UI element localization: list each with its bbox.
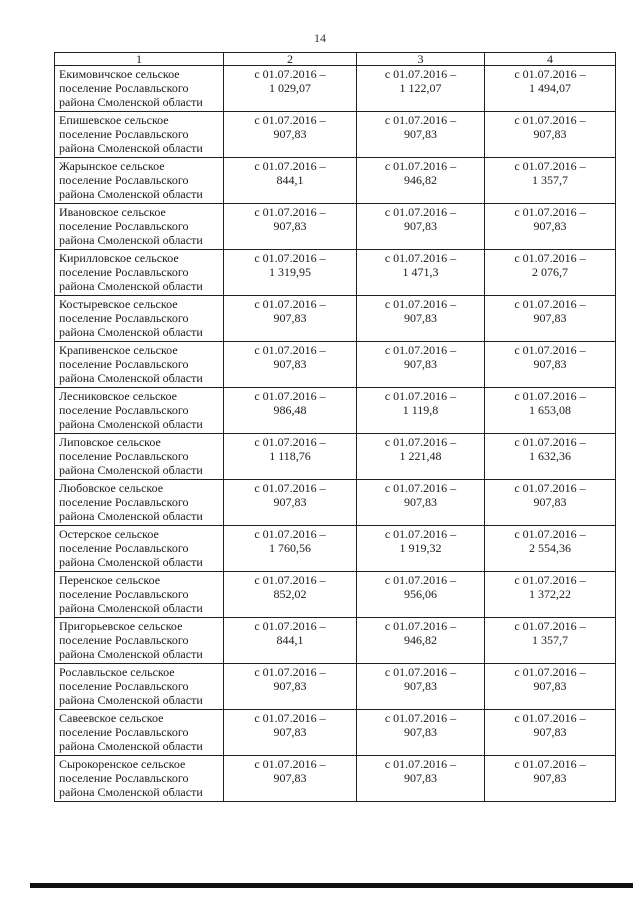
settlement-name-line: поселение Рославльского [59, 633, 189, 647]
tariff-period: с 01.07.2016 – [384, 205, 457, 219]
tariff-period: с 01.07.2016 – [384, 67, 457, 81]
tariff-period: с 01.07.2016 – [514, 113, 586, 127]
settlement-name-line: поселение Рославльского [59, 127, 189, 141]
settlement-name-cell [55, 112, 224, 158]
tariff-amount: 2 076,7 [532, 265, 568, 279]
settlement-name-line: района Смоленской области [59, 601, 203, 615]
tariff-amount: 1 221,48 [399, 449, 442, 463]
tariff-period: с 01.07.2016 – [514, 297, 586, 311]
tariff-period: с 01.07.2016 – [384, 389, 457, 403]
settlement-name-line: района Смоленской области [59, 463, 203, 477]
settlement-name-line: Сырокоренское сельское [59, 757, 186, 771]
tariff-amount: 907,83 [533, 725, 567, 739]
settlement-name-line: района Смоленской области [59, 647, 203, 661]
tariff-amount: 907,83 [404, 127, 437, 141]
tariff-amount: 1 319,95 [269, 265, 311, 279]
tariff-amount: 844,1 [276, 633, 304, 647]
tariff-amount: 1 118,76 [269, 449, 311, 463]
tariff-amount: 907,83 [404, 357, 437, 371]
tariff-amount: 907,83 [273, 219, 307, 233]
column-header-1: 1 [55, 53, 224, 66]
settlement-name-line: поселение Рославльского [59, 265, 189, 279]
table-row [55, 250, 616, 296]
tariff-amount: 907,83 [404, 679, 437, 693]
tariff-amount: 1 632,36 [529, 449, 571, 463]
tariff-period: с 01.07.2016 – [514, 251, 586, 265]
tariff-amount: 907,83 [404, 311, 437, 325]
tariff-cell-col-3 [357, 526, 485, 572]
settlement-name-line: Лесниковское сельское [59, 389, 177, 403]
settlement-name-line: района Смоленской области [59, 325, 203, 339]
tariff-cell-col-2 [224, 618, 357, 664]
tariff-amount: 907,83 [533, 771, 567, 785]
table-row [55, 112, 616, 158]
tariff-amount: 907,83 [533, 357, 567, 371]
bottom-rule [30, 883, 633, 888]
settlement-name-cell [55, 158, 224, 204]
tariff-period: с 01.07.2016 – [384, 159, 457, 173]
settlement-name-cell [55, 572, 224, 618]
tariff-amount: 907,83 [533, 311, 567, 325]
tariff-amount: 907,83 [273, 679, 307, 693]
tariff-period: с 01.07.2016 – [514, 481, 586, 495]
tariff-amount: 907,83 [404, 771, 437, 785]
settlement-name-line: Рославльское сельское [59, 665, 175, 679]
tariff-cell-col-3 [357, 342, 485, 388]
settlement-name-line: Любовское сельское [59, 481, 164, 495]
tariff-amount: 907,83 [273, 127, 307, 141]
tariff-cell-col-4 [485, 388, 616, 434]
tariff-amount: 852,02 [273, 587, 307, 601]
tariff-cell-col-2 [224, 296, 357, 342]
tariff-period: с 01.07.2016 – [514, 343, 586, 357]
table-row [55, 204, 616, 250]
settlement-name-line: поселение Рославльского [59, 725, 189, 739]
settlement-name-line: района Смоленской области [59, 417, 203, 431]
settlement-name-line: поселение Рославльского [59, 541, 189, 555]
settlement-name-line: района Смоленской области [59, 187, 203, 201]
tariff-period: с 01.07.2016 – [384, 343, 457, 357]
tariff-cell-col-4 [485, 434, 616, 480]
tariff-cell-col-4 [485, 756, 616, 802]
settlement-name-line: поселение Рославльского [59, 771, 189, 785]
table-row [55, 434, 616, 480]
tariff-cell-col-4 [485, 526, 616, 572]
tariff-amount: 1 357,7 [532, 173, 568, 187]
tariff-amount: 946,82 [404, 633, 437, 647]
settlement-name-line: района Смоленской области [59, 95, 203, 109]
settlement-name-line: Костыревское сельское [59, 297, 178, 311]
tariff-period: с 01.07.2016 – [384, 527, 457, 541]
tariff-cell-col-4 [485, 710, 616, 756]
tariff-amount: 907,83 [273, 311, 307, 325]
tariff-table [54, 52, 616, 802]
tariff-cell-col-4 [485, 572, 616, 618]
settlement-name-line: Савеевское сельское [59, 711, 164, 725]
tariff-period: с 01.07.2016 – [514, 205, 586, 219]
settlement-name-line: поселение Рославльского [59, 219, 189, 233]
tariff-period: с 01.07.2016 – [254, 573, 326, 587]
settlement-name-line: поселение Рославльского [59, 587, 189, 601]
settlement-name-cell [55, 756, 224, 802]
tariff-cell-col-4 [485, 250, 616, 296]
tariff-period: с 01.07.2016 – [254, 159, 326, 173]
settlement-name-line: Епишевское сельское [59, 113, 169, 127]
tariff-cell-col-2 [224, 710, 357, 756]
tariff-amount: 1 372,22 [529, 587, 571, 601]
tariff-cell-col-2 [224, 158, 357, 204]
tariff-period: с 01.07.2016 – [254, 297, 326, 311]
tariff-amount: 907,83 [404, 495, 437, 509]
table-row [55, 480, 616, 526]
tariff-cell-col-4 [485, 664, 616, 710]
tariff-period: с 01.07.2016 – [514, 619, 586, 633]
settlement-name-cell [55, 296, 224, 342]
tariff-cell-col-2 [224, 250, 357, 296]
tariff-amount: 844,1 [276, 173, 304, 187]
settlement-name-line: Крапивенское сельское [59, 343, 178, 357]
tariff-amount: 956,06 [404, 587, 437, 601]
settlement-name-line: Перенское сельское [59, 573, 161, 587]
table-row [55, 710, 616, 756]
settlement-name-line: Липовское сельское [59, 435, 161, 449]
tariff-cell-col-3 [357, 158, 485, 204]
tariff-period: с 01.07.2016 – [254, 527, 326, 541]
tariff-period: с 01.07.2016 – [384, 297, 457, 311]
tariff-amount: 907,83 [404, 725, 437, 739]
tariff-cell-col-2 [224, 66, 357, 112]
tariff-period: с 01.07.2016 – [514, 573, 586, 587]
settlement-name-cell [55, 342, 224, 388]
settlement-name-cell [55, 388, 224, 434]
tariff-period: с 01.07.2016 – [514, 435, 586, 449]
tariff-amount: 907,83 [404, 219, 437, 233]
tariff-period: с 01.07.2016 – [384, 711, 457, 725]
tariff-period: с 01.07.2016 – [254, 435, 326, 449]
settlement-name-line: поселение Рославльского [59, 449, 189, 463]
tariff-cell-col-3 [357, 480, 485, 526]
tariff-cell-col-3 [357, 204, 485, 250]
tariff-amount: 1 029,07 [269, 81, 311, 95]
tariff-amount: 907,83 [273, 357, 307, 371]
tariff-period: с 01.07.2016 – [254, 481, 326, 495]
tariff-amount: 1 357,7 [532, 633, 568, 647]
tariff-cell-col-3 [357, 434, 485, 480]
settlement-name-line: поселение Рославльского [59, 173, 189, 187]
tariff-cell-col-4 [485, 342, 616, 388]
tariff-cell-col-3 [357, 572, 485, 618]
tariff-cell-col-2 [224, 572, 357, 618]
tariff-period: с 01.07.2016 – [254, 665, 326, 679]
table-row [55, 664, 616, 710]
tariff-period: с 01.07.2016 – [384, 757, 457, 771]
tariff-amount: 1 122,07 [399, 81, 442, 95]
tariff-amount: 1 760,56 [269, 541, 311, 555]
tariff-period: с 01.07.2016 – [384, 573, 457, 587]
settlement-name-line: района Смоленской области [59, 371, 203, 385]
tariff-period: с 01.07.2016 – [514, 527, 586, 541]
tariff-period: с 01.07.2016 – [254, 711, 326, 725]
tariff-amount: 2 554,36 [529, 541, 571, 555]
settlement-name-cell [55, 710, 224, 756]
settlement-name-line: Жарынское сельское [59, 159, 165, 173]
table-row [55, 342, 616, 388]
settlement-name-line: поселение Рославльского [59, 311, 189, 325]
settlement-name-line: района Смоленской области [59, 555, 203, 569]
tariff-cell-col-2 [224, 480, 357, 526]
settlement-name-line: поселение Рославльского [59, 81, 189, 95]
settlement-name-line: Ивановское сельское [59, 205, 166, 219]
tariff-period: с 01.07.2016 – [514, 67, 586, 81]
settlement-name-cell [55, 526, 224, 572]
tariff-cell-col-3 [357, 296, 485, 342]
table-row [55, 296, 616, 342]
tariff-cell-col-4 [485, 66, 616, 112]
settlement-name-cell [55, 434, 224, 480]
settlement-name-line: района Смоленской области [59, 693, 203, 707]
column-header-4: 4 [485, 53, 616, 66]
tariff-period: с 01.07.2016 – [254, 619, 326, 633]
tariff-period: с 01.07.2016 – [254, 67, 326, 81]
tariff-cell-col-2 [224, 434, 357, 480]
tariff-period: с 01.07.2016 – [514, 389, 586, 403]
tariff-cell-col-3 [357, 66, 485, 112]
settlement-name-line: района Смоленской области [59, 279, 203, 293]
settlement-name-line: поселение Рославльского [59, 403, 189, 417]
settlement-name-cell [55, 204, 224, 250]
tariff-amount: 1 471,3 [402, 265, 439, 279]
tariff-period: с 01.07.2016 – [514, 757, 586, 771]
tariff-period: с 01.07.2016 – [384, 481, 457, 495]
settlement-name-line: района Смоленской области [59, 141, 203, 155]
page-number: 14 [314, 31, 326, 45]
tariff-period: с 01.07.2016 – [254, 251, 326, 265]
tariff-cell-col-3 [357, 618, 485, 664]
tariff-cell-col-3 [357, 112, 485, 158]
tariff-period: с 01.07.2016 – [514, 665, 586, 679]
table-row [55, 388, 616, 434]
tariff-amount: 1 653,08 [529, 403, 571, 417]
settlement-name-line: района Смоленской области [59, 509, 203, 523]
tariff-period: с 01.07.2016 – [514, 711, 586, 725]
settlement-name-line: поселение Рославльского [59, 495, 189, 509]
settlement-name-line: района Смоленской области [59, 233, 203, 247]
settlement-name-line: Остерское сельское [59, 527, 159, 541]
settlement-name-cell [55, 664, 224, 710]
tariff-amount: 1 919,32 [399, 541, 442, 555]
tariff-period: с 01.07.2016 – [384, 251, 457, 265]
settlement-name-line: района Смоленской области [59, 739, 203, 753]
table-header-row [55, 53, 616, 66]
settlement-name-line: поселение Рославльского [59, 357, 189, 371]
tariff-cell-col-2 [224, 664, 357, 710]
tariff-cell-col-3 [357, 388, 485, 434]
settlement-name-cell [55, 480, 224, 526]
tariff-period: с 01.07.2016 – [254, 757, 326, 771]
tariff-cell-col-2 [224, 756, 357, 802]
tariff-period: с 01.07.2016 – [254, 205, 326, 219]
tariff-amount: 907,83 [533, 495, 567, 509]
tariff-cell-col-3 [357, 710, 485, 756]
tariff-period: с 01.07.2016 – [254, 389, 326, 403]
tariff-cell-col-3 [357, 756, 485, 802]
tariff-period: с 01.07.2016 – [254, 343, 326, 357]
table-row [55, 618, 616, 664]
tariff-amount: 1 494,07 [529, 81, 571, 95]
tariff-period: с 01.07.2016 – [514, 159, 586, 173]
settlement-name-cell [55, 618, 224, 664]
tariff-cell-col-3 [357, 664, 485, 710]
tariff-amount: 907,83 [533, 127, 567, 141]
settlement-name-line: Екимовичское сельское [59, 67, 180, 81]
tariff-cell-col-4 [485, 204, 616, 250]
tariff-cell-col-2 [224, 112, 357, 158]
tariff-amount: 986,48 [273, 403, 307, 417]
settlement-name-line: района Смоленской области [59, 785, 203, 799]
table-row [55, 66, 616, 112]
tariff-amount: 907,83 [273, 771, 307, 785]
column-header-2: 2 [224, 53, 357, 66]
tariff-period: с 01.07.2016 – [384, 619, 457, 633]
tariff-period: с 01.07.2016 – [384, 435, 457, 449]
table-row [55, 572, 616, 618]
tariff-cell-col-2 [224, 388, 357, 434]
tariff-cell-col-4 [485, 112, 616, 158]
settlement-name-line: поселение Рославльского [59, 679, 189, 693]
tariff-cell-col-4 [485, 296, 616, 342]
tariff-amount: 907,83 [533, 219, 567, 233]
table-row [55, 756, 616, 802]
table-body [55, 66, 616, 802]
table-row [55, 158, 616, 204]
settlement-name-cell [55, 66, 224, 112]
tariff-amount: 1 119,8 [402, 403, 439, 417]
tariff-amount: 907,83 [273, 495, 307, 509]
tariff-cell-col-2 [224, 204, 357, 250]
tariff-cell-col-4 [485, 480, 616, 526]
tariff-cell-col-3 [357, 250, 485, 296]
tariff-cell-col-4 [485, 618, 616, 664]
settlement-name-line: Пригорьевское сельское [59, 619, 183, 633]
tariff-period: с 01.07.2016 – [254, 113, 326, 127]
settlement-name-cell [55, 250, 224, 296]
tariff-period: с 01.07.2016 – [384, 113, 457, 127]
settlement-name-line: Кирилловское сельское [59, 251, 179, 265]
tariff-cell-col-2 [224, 342, 357, 388]
tariff-period: с 01.07.2016 – [384, 665, 457, 679]
column-header-3: 3 [357, 53, 485, 66]
tariff-amount: 907,83 [533, 679, 567, 693]
table-row [55, 526, 616, 572]
tariff-cell-col-4 [485, 158, 616, 204]
tariff-amount: 907,83 [273, 725, 307, 739]
tariff-cell-col-2 [224, 526, 357, 572]
tariff-amount: 946,82 [404, 173, 437, 187]
